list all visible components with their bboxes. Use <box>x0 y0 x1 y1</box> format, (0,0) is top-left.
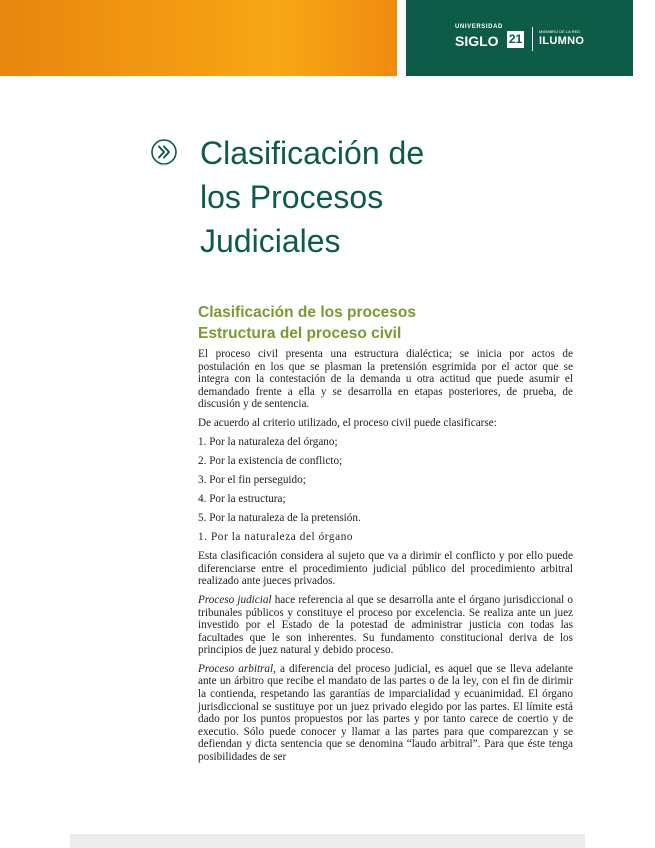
section-heading-2: Estructura del proceso civil <box>198 325 402 342</box>
paragraph-3: Esta clasificación considera al sujeto que va a dirimir el conflicto y por ello puede diferenciarse entre el procedimiento judicial público del procedimiento arbitral realizado ante jueces privados. <box>198 550 573 588</box>
header-orange-band <box>0 0 397 76</box>
logo-ilumno: ILUMNO <box>539 35 585 47</box>
term-proceso-judicial: Proceso judicial <box>198 593 272 606</box>
paragraph-5-text: a diferencia del proceso judicial, es aquel que se lleva adelante ante un árbitro que recibe el mandato de las partes o de la ley, con el fin de dirimir la contienda, respetando las garantías de imparcialidad y ecuanimidad. El órgano jurisdiccional se sustituye por un juez privado elegido por las partes. El límite está dado por los puntos propuestos por las partes y por tanto carece de coertio y de executio. Sólo puede conocer y llamar a las partes para que comparezcan y se defiendan y dicta sentencia que se denomina “laudo arbitral”. Para que éste tenga posibilidades de ser <box>198 662 573 764</box>
header-gap <box>397 0 406 76</box>
logo-universidad: UNIVERSIDAD <box>455 24 503 30</box>
paragraph-5 <box>198 663 573 764</box>
section-heading-1: Clasificación de los procesos <box>198 304 416 321</box>
logo-divider <box>532 27 533 51</box>
title-line-2: los Procesos <box>200 179 384 215</box>
list-item: 3. Por el fin perseguido; <box>198 473 306 486</box>
paragraph-1: El proceso civil presenta una estructura dialéctica; se inicia por actos de postulación en los que se plasman la pretensión esgrimida por el actor que se integra con la contestación de la demanda u otra actitud que puede asumir el demandado frente a ella y se desarrolla en etapas posteriores, de prueba, de discusión y de sentencia. <box>198 348 573 411</box>
paragraph-4 <box>198 594 573 657</box>
footer-bar <box>70 834 585 848</box>
title-line-1: Clasificación de <box>200 135 425 171</box>
logo-siglo: SIGLO <box>455 33 499 49</box>
list-item: 2. Por la existencia de conflicto; <box>198 454 343 467</box>
title-line-3: Judiciales <box>200 223 341 259</box>
term-proceso-arbitral: Proceso arbitral, <box>198 662 276 675</box>
body-text <box>198 348 573 770</box>
paragraph-4-text: hace referencia al que se desarrolla ante el órgano jurisdiccional o tribunales públicos y constituye el proceso por excelencia. Se realiza ante un juez investido por el Estado de la potestad de administrar justicia con todas las facultades que le son inherentes. Su fundamento constitucional deriva de los principios de juez natural y debido proceso. <box>198 593 573 657</box>
logo-miembro: MIEMBRO DE LA RED <box>539 29 581 34</box>
page-title <box>200 131 600 263</box>
logo-21: 21 <box>508 32 523 46</box>
paragraph-2: De acuerdo al criterio utilizado, el proceso civil puede clasificarse: <box>198 416 497 429</box>
subsection-heading: 1. Por la naturaleza del órgano <box>198 531 354 544</box>
list-item: 1. Por la naturaleza del órgano; <box>198 435 338 448</box>
list-item: 4. Por la estructura; <box>198 492 286 505</box>
double-chevron-right-icon <box>150 138 178 166</box>
list-item: 5. Por la naturaleza de la pretensión. <box>198 511 361 524</box>
